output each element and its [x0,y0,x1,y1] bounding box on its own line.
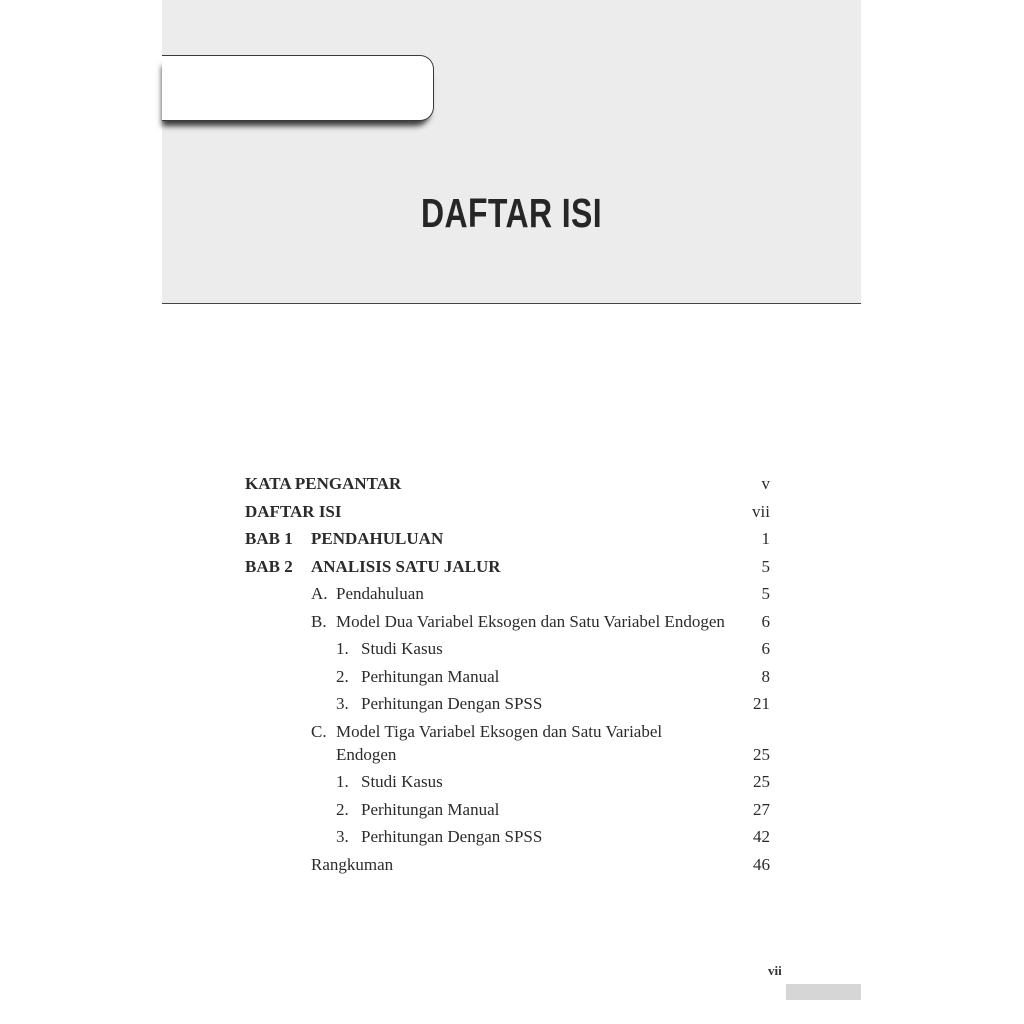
subsection-marker: 2. [336,799,349,819]
toc-entry-page: 5 [761,584,770,603]
subsection-title: Studi Kasus [361,639,443,658]
subsection-marker: 1. [336,772,349,791]
toc-entry-page: 6 [761,639,770,658]
header-tab [162,55,434,121]
toc-entry-label: DAFTAR ISI [245,501,342,521]
toc-entry-b2 [245,663,770,691]
toc-entry-page: 46 [753,854,770,874]
section-marker: C. [311,721,327,741]
chapter-title-text: ANALISIS SATU JALUR [311,556,501,576]
toc-entry-page: 25 [753,772,770,791]
toc-entry-page: v [761,474,770,493]
section-title: Model Dua Variabel Eksogen dan Satu Variabel Endogen [336,611,725,631]
toc-entry-label [336,768,443,796]
toc-entry-label [245,553,501,581]
toc-entry-c2 [245,796,770,824]
section-marker: B. [311,611,327,631]
toc-entry-page: 5 [761,556,770,576]
toc-entry-c1 [245,768,770,796]
subsection-title: Perhitungan Manual [361,666,500,686]
toc-entry-b3 [245,690,770,718]
subsection-marker: 2. [336,666,349,686]
toc-entry-bab-2 [245,553,770,581]
toc-entry-label [245,525,443,553]
table-of-contents [245,470,770,878]
toc-entry-page: vii [752,501,770,521]
toc-entry-b1 [245,635,770,663]
subsection-marker: 3. [336,827,349,846]
toc-entry-b [245,608,770,636]
toc-entry-label [311,580,424,608]
toc-entry-page: 1 [761,529,770,548]
toc-entry-page: 42 [753,827,770,846]
chapter-title: DAFTAR ISI [421,190,602,236]
section-title: Pendahuluan [336,584,424,603]
toc-entry-page: 21 [753,694,770,713]
section-title-line2: Endogen [336,744,397,764]
toc-entry-label: Rangkuman [311,854,394,874]
toc-entry-page: 27 [753,799,770,819]
subsection-title: Perhitungan Dengan SPSS [361,827,543,846]
toc-entry-kata-pengantar [245,470,770,498]
toc-entry-page: 8 [761,666,770,686]
subsection-title: Perhitungan Manual [361,799,500,819]
toc-entry-label [311,608,725,636]
toc-entry-page: 6 [761,611,770,631]
footer-bar [786,984,861,1000]
chapter-number: BAB 2 [245,556,293,576]
toc-entry-page: 25 [753,744,770,764]
chapter-title-text: PENDAHULUAN [311,529,444,548]
toc-entry-c [245,718,770,741]
toc-entry-label: KATA PENGANTAR [245,474,402,493]
toc-entry-label [336,635,443,663]
toc-entry-bab-1 [245,525,770,553]
toc-entry-c-cont [245,741,770,769]
chapter-number: BAB 1 [245,529,293,548]
toc-entry-rangkuman [245,851,770,879]
page-number: vii [768,963,782,978]
section-title-line1: Model Tiga Variabel Eksogen dan Satu Variabel [336,721,663,741]
toc-entry-a [245,580,770,608]
toc-entry-label [336,796,499,824]
subsection-marker: 3. [336,694,349,713]
subsection-title: Studi Kasus [361,772,443,791]
section-marker: A. [311,584,328,603]
subsection-title: Perhitungan Dengan SPSS [361,694,543,713]
toc-entry-label [336,690,542,718]
toc-entry-c3 [245,823,770,851]
subsection-marker: 1. [336,639,349,658]
toc-entry-label [336,663,499,691]
chapter-header-band [162,0,861,304]
toc-entry-label [336,823,542,851]
toc-entry-daftar-isi [245,498,770,526]
